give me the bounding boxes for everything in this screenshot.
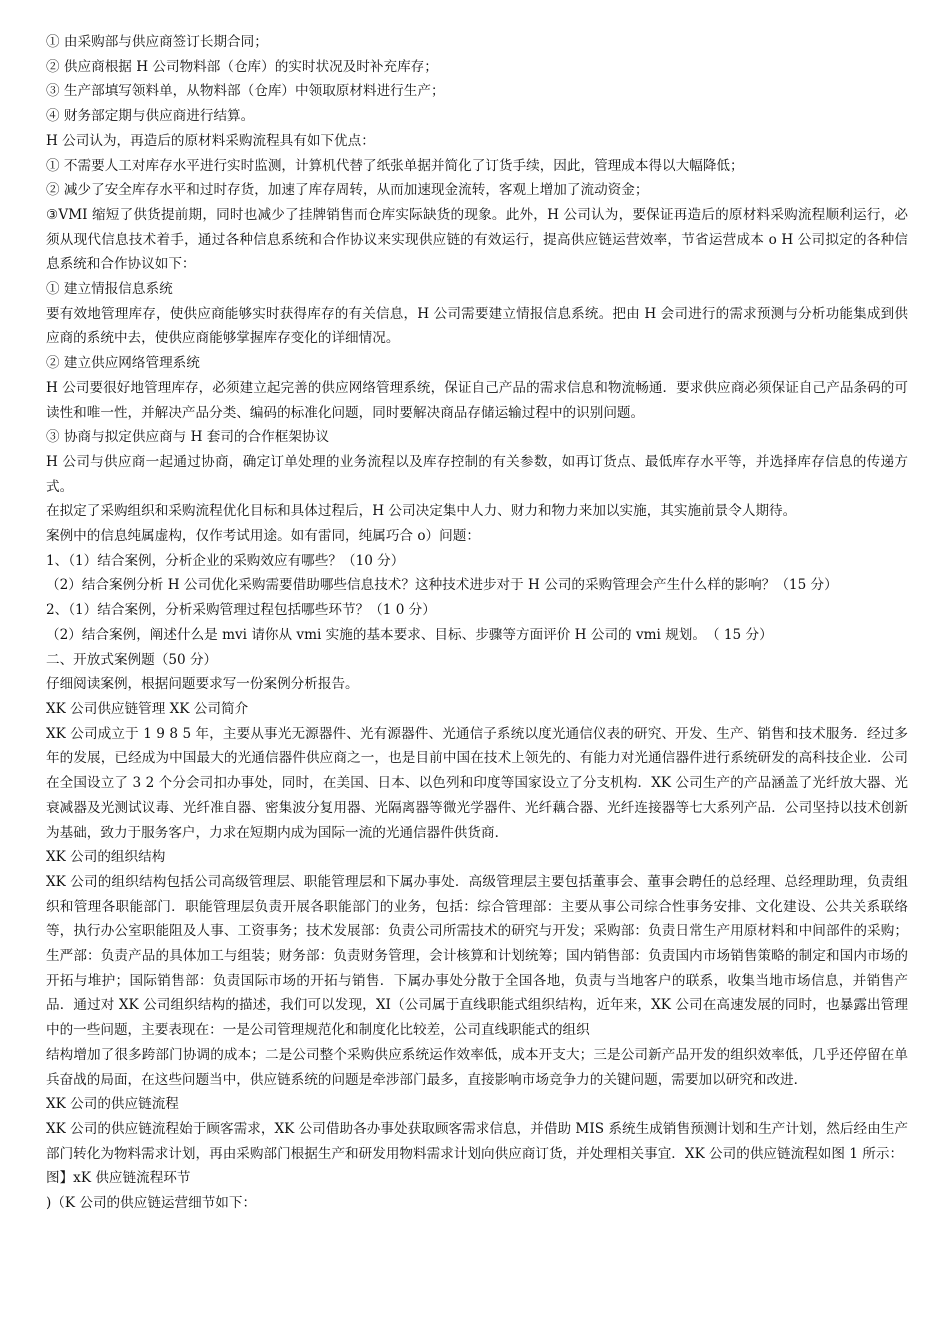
body-paragraph-network: H 公司要很好地管理库存，必须建立起完善的供应网络管理系统，保证自己产品的需求信息和物流畅通．要求供应商必须保证自己产品条码的可读性和唯一性，并解决产品分类、编码的标准化问题，同时要解决商品存储运输过程中的识别问题。 <box>46 379 908 421</box>
section-heading-org-structure: XK 公司的组织结构 <box>46 849 166 866</box>
question-1-1: 1、（1）结合案例，分析企业的采购效应有哪些？（10 分） <box>46 552 405 569</box>
advantage-item-2: ② 减少了安全库存水平和过时存货，加速了库存周转，从而加速现金流转，客观上增加了流动资金； <box>46 182 649 199</box>
advantage-item-3: ③VMI 缩短了供货提前期，同时也减少了挂牌销售而仓库实际缺货的现象。此外，H 公司认为，要保证再造后的原材料采购流程顺利运行，必须从现代信息技术着手，通过各种信息系统和合作协议来实现供应链的有效运行，提高供应链运营效率，节省运营成本 o H 公司拟定的各种信息系统和合作协议如下： <box>46 206 908 273</box>
document-page <box>46 30 908 1216</box>
case-title: XK 公司供应链管理 XK 公司简介 <box>46 700 249 717</box>
body-paragraph-supply-chain: XK 公司的供应链流程始于顾客需求，XK 公司借助各办事处获取顾客需求信息，并借助 MIS 系统生成销售预测计划和生产计划，然后经由生产部门转化为物料需求计划，再由采购部门根据生产和研发用物料需求计划向供应商订货，并处理相关事宜．XK 公司的供应链流程如图 1 所示： <box>46 1120 908 1162</box>
list-item-requisition: ③ 生产部填写领料单，从物料部（仓库）中领取原材料进行生产； <box>46 83 445 100</box>
question-2-2: （2）结合案例，阐述什么是 mvi 请你从 vmi 实施的基本要求、目标、步骤等方面评价 H 公司的 vmi 规划。 （ 15 分） <box>46 626 773 643</box>
instruction-paragraph: 仔细阅读案例，根据问题要求写一份案例分析报告。 <box>46 676 359 693</box>
body-paragraph-org-structure: XK 公司的组织结构包括公司高级管理层、职能管理层和下属办事处．高级管理层主要包括董事会、董事会聘任的总经理、总经理助理，负责组织和管理各职能部门．职能管理层负责开展各职能部门的业务，包括：综合管理部：主要从事公司综合性事务安排、文化建设、公共关系联络等，执行办公室职能阻及人事、工资事务；技术发展部：负责公司所需技术的研究与开发；采购部：负责日常生产用原材料和中间部件的采购；生严部：负责产品的具体加工与组装；财务部：负责财务管理，会计核算和计划统筹；国内销售部：负责国内市场销售策略的制定和国内市场的开拓与堆护；国际销售部：负责国际市场的开拓与销售．下属办事处分散于全国各地，负责与当地客户的联系，收集当地市场信息，并销售产品．通过对 XK 公司组织结构的描述，我们可以发现，XI（公司属于直线职能式组织结构，近年来，XK 公司在高速发展的同时，也暴露出管理中的一些问题，主要表现在：一是公司管理规范化和制度化比较差，公司直线职能式的组织 <box>46 873 908 1039</box>
section-heading-agreement: ③ 协商与拟定供应商与 H 套司的合作框架协议 <box>46 429 330 446</box>
section-heading-info-system: ① 建立情报信息系统 <box>46 281 173 298</box>
advantages-intro: H 公司认为，再造后的原材料采购流程具有如下优点： <box>46 132 375 149</box>
body-paragraph-implementation: 在拟定了采购组织和采购流程优化目标和具体过程后，H 公司决定集中人力、财力和物力来加以实施，其实施前景令人期待。 <box>46 503 797 520</box>
section-heading-network: ② 建立供应网络管理系统 <box>46 355 200 372</box>
body-paragraph-org-problems: 结构增加了很多跨部门协调的成本；二是公司整个采购供应系统运作效率低，成本开支大；三是公司新产品开发的组织效率低，几乎还停留在单兵奋战的局面，在这些问题当中，供应链系统的问题是牵涉部门最多，直接影响市场竞争力的关键问题，需要加以研究和改进． <box>46 1046 908 1088</box>
list-item-replenish: ② 供应商根据 H 公司物料部（仓库）的实时状况及时补充库存； <box>46 58 438 75</box>
body-paragraph-agreement: H 公司与供应商一起通过协商，确定订单处理的业务流程以及库存控制的有关参数，如再订货点、最低库存水平等，并选择库存信息的传递方式。 <box>46 453 908 495</box>
section-heading-supply-chain: XK 公司的供应链流程 <box>46 1096 179 1113</box>
section-heading-open-case: 二、开放式案例题（50 分） <box>46 651 218 668</box>
question-2-1: 2、（1）结合案例，分析采购管理过程包括哪些环节？（1 0 分） <box>46 602 436 619</box>
advantage-item-1: ① 不需要人工对库存水平进行实时监测，计算机代替了纸张单据并简化了订货手续，因此，管理成本得以大幅降低； <box>46 157 744 174</box>
disclaimer-paragraph: 案例中的信息纯属虚构，仅作考试用途。如有雷同，纯属巧合 o）问题： <box>46 528 480 545</box>
body-paragraph-info-system: 要有效地管理库存，使供应商能够实时获得库存的有关信息，H 公司需要建立情报信息系统。把由 H 会司进行的需求预测与分析功能集成到供应商的系统中去，使供应商能够掌握库存变化的详细情况。 <box>46 305 908 347</box>
body-paragraph-operations: )（K 公司的供应链运营细节如下： <box>46 1195 257 1212</box>
question-1-2: （2）结合案例分析 H 公司优化采购需要借助哪些信息技术？这种技术进步对于 H 公司的采购管理会产生什么样的影响？（15 分） <box>46 577 838 594</box>
body-paragraph-company-intro: XK 公司成立于 1 9 8 5 年，主要从事光无源器件、光有源器件、光通信子系统以度光通信仪表的研究、开发、生产、销售和技术服务．经过多年的发展，已经成为中国最大的光通信器件供应商之一，也是目前中国在技术上领先的、有能力对光通信器件进行系统研发的高科技企业．公司在全国设立了 3 2 个分会司扣办事处，同时，在美国、日本、以色列和印度等国家设立了分支机构．XK 公司生产的产品涵盖了光纤放大器、光衰减器及光测试议毒、光纤准自器、密集波分复用器、光隔离器等微光学器件、光纤藕合器、光纤连接器等七大系列产品．公司坚持以技术创新为基础，致力于服务客户，力求在短期内成为国际一流的光通信器件供货商． <box>46 725 908 841</box>
list-item-settlement: ④ 财务部定期与供应商进行结算。 <box>46 108 255 125</box>
figure-caption: 图】xK 供应链流程环节 <box>46 1170 191 1187</box>
list-item-sign-contract: ① 由采购部与供应商签订长期合同； <box>46 34 268 50</box>
